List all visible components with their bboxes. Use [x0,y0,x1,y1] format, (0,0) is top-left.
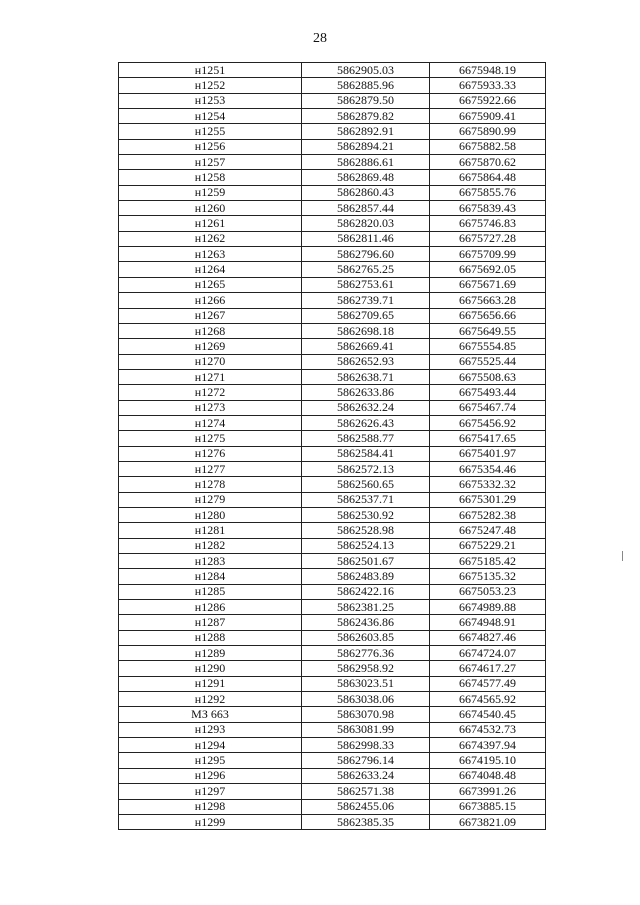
table-row [119,799,546,814]
y-coordinate-cell: 6675855.76 [430,185,546,200]
table-row [119,339,546,354]
y-coordinate-cell: 6675229.21 [430,538,546,553]
point-id-cell: н1254 [119,109,302,124]
y-coordinate-cell: 6673991.26 [430,784,546,799]
table-row [119,185,546,200]
point-id-cell: н1287 [119,615,302,630]
x-coordinate-cell: 5862381.25 [302,600,430,615]
y-coordinate-cell: 6674724.07 [430,646,546,661]
table-row [119,231,546,246]
table-row [119,753,546,768]
point-id-cell: н1275 [119,431,302,446]
y-coordinate-cell: 6674617.27 [430,661,546,676]
point-id-cell: н1281 [119,523,302,538]
x-coordinate-cell: 5862584.41 [302,446,430,461]
y-coordinate-cell: 6675554.85 [430,339,546,354]
table-row [119,201,546,216]
y-coordinate-cell: 6674048.48 [430,768,546,783]
y-coordinate-cell: 6674565.92 [430,692,546,707]
point-id-cell: н1286 [119,600,302,615]
y-coordinate-cell: 6675933.33 [430,78,546,93]
table-row [119,646,546,661]
point-id-cell: н1285 [119,584,302,599]
x-coordinate-cell: 5862765.25 [302,262,430,277]
x-coordinate-cell: 5862958.92 [302,661,430,676]
y-coordinate-cell: 6675185.42 [430,554,546,569]
table-row [119,431,546,446]
table-row [119,63,546,78]
point-id-cell: н1291 [119,676,302,691]
table-row [119,400,546,415]
x-coordinate-cell: 5862603.85 [302,630,430,645]
point-id-cell: н1270 [119,354,302,369]
x-coordinate-cell: 5862422.16 [302,584,430,599]
point-id-cell: н1293 [119,722,302,737]
y-coordinate-cell: 6675301.29 [430,492,546,507]
point-id-cell: н1269 [119,339,302,354]
y-coordinate-cell: 6675727.28 [430,231,546,246]
point-id-cell: н1297 [119,784,302,799]
table-row [119,814,546,829]
table-row [119,584,546,599]
coordinates-table-body [119,63,546,830]
table-row [119,308,546,323]
x-coordinate-cell: 5862436.86 [302,615,430,630]
point-id-cell: н1283 [119,554,302,569]
table-row [119,676,546,691]
table-row [119,554,546,569]
table-row [119,446,546,461]
y-coordinate-cell: 6675909.41 [430,109,546,124]
table-row [119,461,546,476]
point-id-cell: н1261 [119,216,302,231]
x-coordinate-cell: 5862501.67 [302,554,430,569]
y-coordinate-cell: 6675508.63 [430,369,546,384]
scan-edge-mark [622,551,623,561]
table-row [119,124,546,139]
x-coordinate-cell: 5862879.82 [302,109,430,124]
table-row [119,78,546,93]
point-id-cell: н1266 [119,293,302,308]
y-coordinate-cell: 6675401.97 [430,446,546,461]
table-row [119,507,546,522]
point-id-cell: н1256 [119,139,302,154]
table-row [119,170,546,185]
point-id-cell: н1257 [119,155,302,170]
table-row [119,262,546,277]
y-coordinate-cell: 6674532.73 [430,722,546,737]
y-coordinate-cell: 6673821.09 [430,814,546,829]
x-coordinate-cell: 5862820.03 [302,216,430,231]
y-coordinate-cell: 6675247.48 [430,523,546,538]
x-coordinate-cell: 5862879.50 [302,93,430,108]
y-coordinate-cell: 6675870.62 [430,155,546,170]
point-id-cell: н1276 [119,446,302,461]
y-coordinate-cell: 6675882.58 [430,139,546,154]
x-coordinate-cell: 5863081.99 [302,722,430,737]
y-coordinate-cell: 6675493.44 [430,385,546,400]
x-coordinate-cell: 5862632.24 [302,400,430,415]
table-row [119,155,546,170]
x-coordinate-cell: 5862905.03 [302,63,430,78]
point-id-cell: н1258 [119,170,302,185]
table-row [119,768,546,783]
point-id-cell: н1294 [119,738,302,753]
table-row [119,492,546,507]
x-coordinate-cell: 5862869.48 [302,170,430,185]
x-coordinate-cell: 5862796.14 [302,753,430,768]
x-coordinate-cell: 5862892.91 [302,124,430,139]
y-coordinate-cell: 6675467.74 [430,400,546,415]
point-id-cell: н1279 [119,492,302,507]
point-id-cell: н1253 [119,93,302,108]
x-coordinate-cell: 5862857.44 [302,201,430,216]
table-row [119,600,546,615]
point-id-cell: н1292 [119,692,302,707]
table-row [119,323,546,338]
point-id-cell: н1259 [119,185,302,200]
y-coordinate-cell: 6675890.99 [430,124,546,139]
point-id-cell: н1273 [119,400,302,415]
x-coordinate-cell: 5862885.96 [302,78,430,93]
point-id-cell: н1299 [119,814,302,829]
y-coordinate-cell: 6673885.15 [430,799,546,814]
y-coordinate-cell: 6675417.65 [430,431,546,446]
x-coordinate-cell: 5862571.38 [302,784,430,799]
table-row [119,415,546,430]
table-row [119,523,546,538]
x-coordinate-cell: 5863038.06 [302,692,430,707]
coordinates-table [118,62,546,830]
table-row [119,109,546,124]
page-number: 28 [313,31,327,46]
point-id-cell: н1267 [119,308,302,323]
x-coordinate-cell: 5862588.77 [302,431,430,446]
table-row [119,569,546,584]
y-coordinate-cell: 6675135.32 [430,569,546,584]
y-coordinate-cell: 6675053.23 [430,584,546,599]
point-id-cell: н1262 [119,231,302,246]
x-coordinate-cell: 5862998.33 [302,738,430,753]
y-coordinate-cell: 6675282.38 [430,507,546,522]
y-coordinate-cell: 6675922.66 [430,93,546,108]
table-row [119,277,546,292]
table-row [119,661,546,676]
point-id-cell: н1252 [119,78,302,93]
point-id-cell: н1263 [119,247,302,262]
point-id-cell: н1265 [119,277,302,292]
point-id-cell: н1284 [119,569,302,584]
point-id-cell: МЗ 663 [119,707,302,722]
x-coordinate-cell: 5862537.71 [302,492,430,507]
x-coordinate-cell: 5862739.71 [302,293,430,308]
point-id-cell: н1296 [119,768,302,783]
point-id-cell: н1255 [119,124,302,139]
x-coordinate-cell: 5862860.43 [302,185,430,200]
x-coordinate-cell: 5862528.98 [302,523,430,538]
table-row [119,615,546,630]
y-coordinate-cell: 6675649.55 [430,323,546,338]
y-coordinate-cell: 6675839.43 [430,201,546,216]
x-coordinate-cell: 5862633.24 [302,768,430,783]
table-row [119,477,546,492]
table-row [119,385,546,400]
table-row [119,93,546,108]
x-coordinate-cell: 5862385.35 [302,814,430,829]
table-row [119,354,546,369]
x-coordinate-cell: 5862811.46 [302,231,430,246]
table-row [119,139,546,154]
point-id-cell: н1251 [119,63,302,78]
y-coordinate-cell: 6675332.32 [430,477,546,492]
table-row [119,369,546,384]
x-coordinate-cell: 5862669.41 [302,339,430,354]
point-id-cell: н1290 [119,661,302,676]
x-coordinate-cell: 5862886.61 [302,155,430,170]
x-coordinate-cell: 5863070.98 [302,707,430,722]
table-row [119,630,546,645]
table-row [119,538,546,553]
x-coordinate-cell: 5862709.65 [302,308,430,323]
x-coordinate-cell: 5862560.65 [302,477,430,492]
table-row [119,692,546,707]
y-coordinate-cell: 6674397.94 [430,738,546,753]
point-id-cell: н1260 [119,201,302,216]
x-coordinate-cell: 5862483.89 [302,569,430,584]
y-coordinate-cell: 6674948.91 [430,615,546,630]
x-coordinate-cell: 5862633.86 [302,385,430,400]
y-coordinate-cell: 6675456.92 [430,415,546,430]
table-row [119,247,546,262]
x-coordinate-cell: 5862894.21 [302,139,430,154]
point-id-cell: н1289 [119,646,302,661]
x-coordinate-cell: 5862572.13 [302,461,430,476]
table-row [119,707,546,722]
point-id-cell: н1264 [119,262,302,277]
point-id-cell: н1268 [119,323,302,338]
x-coordinate-cell: 5862626.43 [302,415,430,430]
point-id-cell: н1277 [119,461,302,476]
x-coordinate-cell: 5862524.13 [302,538,430,553]
x-coordinate-cell: 5862796.60 [302,247,430,262]
y-coordinate-cell: 6675948.19 [430,63,546,78]
y-coordinate-cell: 6675864.48 [430,170,546,185]
table-row [119,216,546,231]
point-id-cell: н1272 [119,385,302,400]
point-id-cell: н1298 [119,799,302,814]
y-coordinate-cell: 6675663.28 [430,293,546,308]
table-row [119,722,546,737]
y-coordinate-cell: 6674540.45 [430,707,546,722]
x-coordinate-cell: 5863023.51 [302,676,430,691]
x-coordinate-cell: 5862455.06 [302,799,430,814]
point-id-cell: н1280 [119,507,302,522]
point-id-cell: н1295 [119,753,302,768]
x-coordinate-cell: 5862753.61 [302,277,430,292]
y-coordinate-cell: 6675746.83 [430,216,546,231]
point-id-cell: н1282 [119,538,302,553]
point-id-cell: н1271 [119,369,302,384]
x-coordinate-cell: 5862638.71 [302,369,430,384]
table-row [119,784,546,799]
point-id-cell: н1274 [119,415,302,430]
x-coordinate-cell: 5862652.93 [302,354,430,369]
y-coordinate-cell: 6675671.69 [430,277,546,292]
y-coordinate-cell: 6674989.88 [430,600,546,615]
table-row [119,738,546,753]
table-row [119,293,546,308]
point-id-cell: н1288 [119,630,302,645]
y-coordinate-cell: 6674195.10 [430,753,546,768]
y-coordinate-cell: 6675525.44 [430,354,546,369]
y-coordinate-cell: 6674827.46 [430,630,546,645]
x-coordinate-cell: 5862776.36 [302,646,430,661]
point-id-cell: н1278 [119,477,302,492]
x-coordinate-cell: 5862530.92 [302,507,430,522]
y-coordinate-cell: 6675692.05 [430,262,546,277]
y-coordinate-cell: 6674577.49 [430,676,546,691]
y-coordinate-cell: 6675656.66 [430,308,546,323]
x-coordinate-cell: 5862698.18 [302,323,430,338]
y-coordinate-cell: 6675354.46 [430,461,546,476]
y-coordinate-cell: 6675709.99 [430,247,546,262]
